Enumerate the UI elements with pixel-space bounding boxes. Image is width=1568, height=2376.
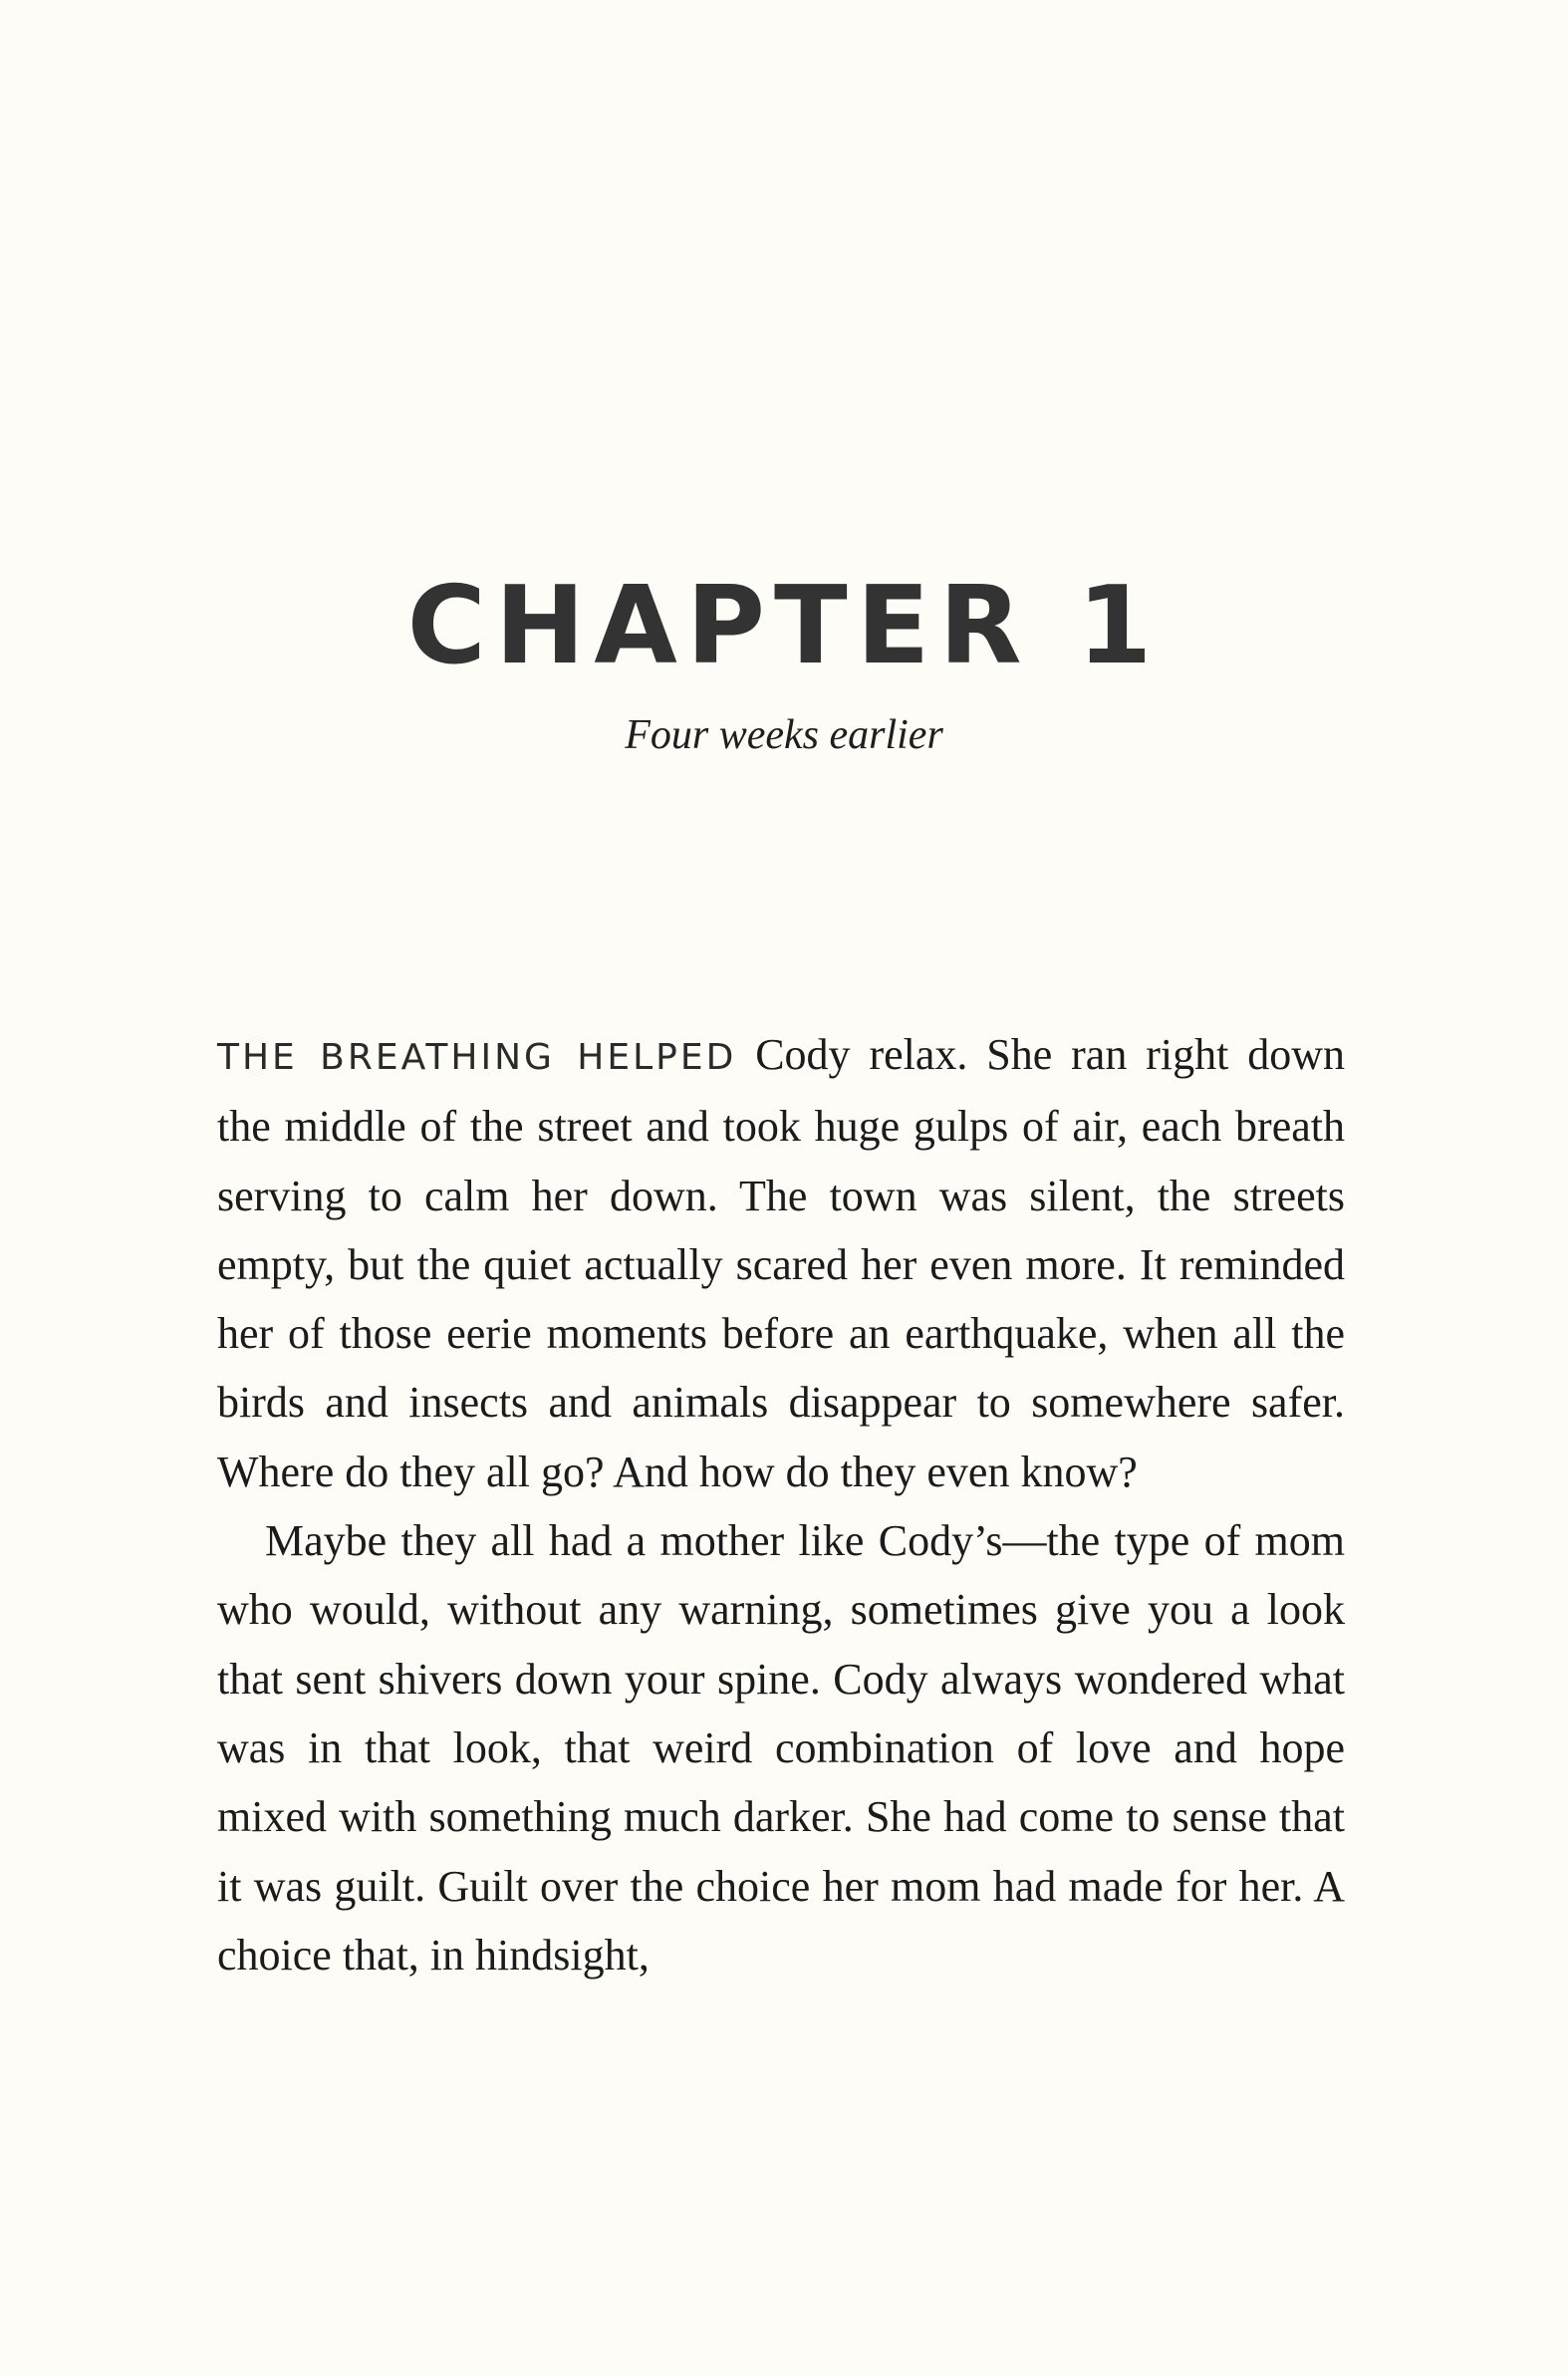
paragraph-2-text: Maybe they all had a mother like Cody’s—the type of mom who would, without any warning, sometimes give you a look that sent shivers down your spine. Cody always wondered what was in that look, that weird combination of love and hope mixed with something much darker. She had come to sense that it was guilt. Guilt over the choice her mom had made for her. A choice that, in hindsight, [217, 1516, 1345, 1980]
body-text [217, 1020, 1345, 1989]
paragraph-lead-in: THE BREATHING HELPED [217, 1037, 737, 1078]
paragraph-1 [217, 1020, 1345, 1506]
chapter-heading: CHAPTER 1 [406, 564, 1162, 688]
paragraph-2 [217, 1506, 1345, 1989]
chapter-subtitle: Four weeks earlier [625, 712, 943, 758]
paragraph-1-text: Cody relax. She ran right down the middle of the street and took huge gulps of air, each breath serving to calm her down. The town was silent, the streets empty, but the quiet actually scared her even more. It reminded her of those eerie moments before an earthquake, when all the birds and insects and animals disappear to somewhere safer. Where do they all go? And how do they even know? [217, 1030, 1345, 1496]
